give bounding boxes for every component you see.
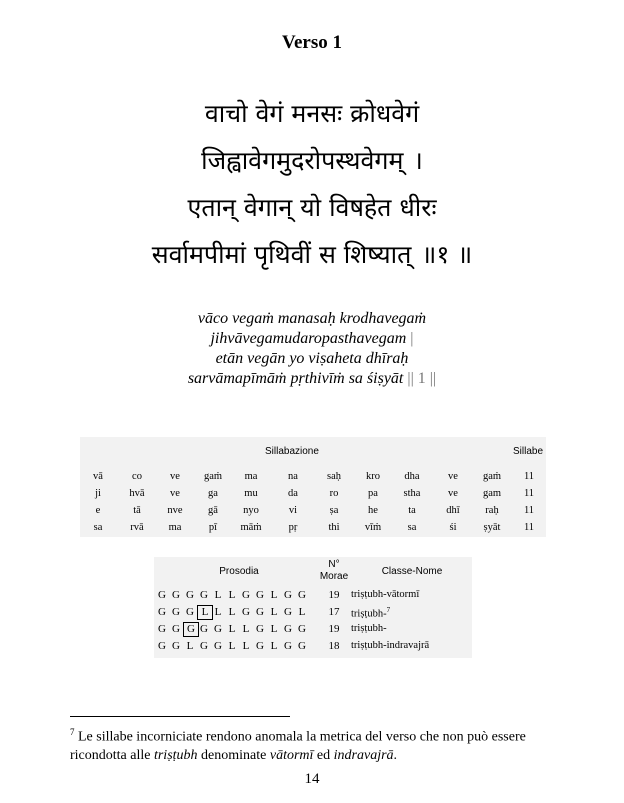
syllable-cell: hvā (129, 488, 145, 499)
devanagari-line: सर्वामपीमां पृथिवीं स शिष्यात् ॥१ ॥ (151, 240, 473, 269)
syllable-weight: L (242, 640, 250, 652)
syllable-cell: ṣyāt (483, 522, 501, 533)
syllable-weight: G (214, 623, 222, 635)
syllable-cell: ta (408, 505, 416, 516)
meter-class-name: triṣṭubh-indravajrā (351, 640, 430, 651)
devanagari-line: वाचो वेगं मनसः क्रोधवेगं (204, 99, 420, 128)
meter-class-name: triṣṭubh-$^7$ (351, 606, 391, 620)
syllable-cell: nve (167, 505, 183, 516)
syllable-cell: ji (95, 488, 101, 499)
syllable-weight: G (242, 606, 250, 618)
syllable-weight: G (158, 606, 166, 618)
syllable-weight: G (200, 623, 208, 635)
syllable-weight: G (214, 640, 222, 652)
devanagari-line: जिह्वावेगमुदरोपस्थवेगम् । (201, 146, 423, 175)
syllable-cell: sa (93, 522, 103, 533)
syllable-weight: L (270, 606, 278, 618)
meter-class-name: triṣṭubh- (351, 623, 387, 634)
syllable-cell: nyo (243, 505, 259, 516)
syllable-cell: dha (404, 471, 420, 482)
syllable-weight: G (256, 623, 264, 635)
prosody-row (154, 589, 472, 606)
morae-count: 18 (328, 640, 340, 652)
syllable-weight: G (158, 589, 166, 601)
meter-class-name: triṣṭubh-vātormī (351, 589, 420, 600)
syllable-cell: ṣa (329, 505, 339, 516)
syllable-weight: G (172, 606, 180, 618)
syllable-cell: ma (168, 522, 182, 533)
syllable-count-header: Sillabe (513, 446, 544, 457)
syllable-cell: pa (368, 488, 378, 499)
syllable-cell: e (95, 505, 101, 516)
syllable-cell: co (132, 471, 142, 482)
syllable-cell: dhī (446, 505, 460, 516)
syllable-weight: L (228, 606, 236, 618)
syllable-cell: na (288, 471, 298, 482)
syllable-cell: śi (449, 522, 457, 533)
syllable-cell: tā (133, 505, 141, 516)
footnote-rule (70, 716, 290, 717)
syllable-cell: gam (482, 488, 502, 499)
prosody-header: Prosodia (219, 566, 259, 577)
syllable-weight: G (158, 640, 166, 652)
syllable-row (80, 522, 546, 538)
syllable-weight: L (242, 623, 250, 635)
footnote-ref: 7 (386, 606, 391, 614)
footnote: $^7$ Le sillabe incorniciate rendono anomala la metrica del verso che non può essere ricondotta alle triṣṭubh denominate vātormī ed indravajrā. (70, 727, 526, 763)
syllable-count: 11 (523, 471, 535, 482)
syllable-weight: G (256, 640, 264, 652)
syllable-cell: vā (93, 471, 103, 482)
double-pipe-mark: || 1 || (407, 370, 437, 387)
morae-header: N° Morae (319, 559, 349, 582)
prosody-row (154, 640, 472, 657)
syllable-weight: G (284, 623, 292, 635)
syllable-weight: G (186, 606, 194, 618)
translit-line: vāco vegaṁ manasaḥ krodhavegaṁ (197, 310, 427, 327)
translit-line: jihvāvegamudaropasthavegam | (210, 330, 414, 347)
syllable-cell: mu (244, 488, 258, 499)
prosody-row (154, 623, 472, 640)
syllable-cell: rvā (130, 522, 144, 533)
translit-line: etān vegān yo viṣaheta dhīraḥ (215, 350, 409, 367)
syllable-weight: G (158, 623, 166, 635)
syllable-cell: ve (170, 471, 180, 482)
syllable-weight: G (200, 589, 208, 601)
syllable-count: 11 (523, 505, 535, 516)
syllable-weight: G (284, 606, 292, 618)
syllable-weight: L (298, 606, 306, 618)
syllable-count: 11 (523, 522, 535, 533)
syllable-count: 11 (523, 488, 535, 499)
verse-title: Verso 1 (282, 32, 342, 53)
syllable-cell: ga (208, 488, 218, 499)
syllable-weight: G (200, 640, 208, 652)
syllable-weight: L (228, 640, 236, 652)
syllable-table (80, 437, 546, 537)
syllable-cell: stha (403, 488, 421, 499)
syllable-weight: L (214, 589, 222, 601)
syllable-weight: G (172, 623, 180, 635)
syllable-header: Sillabazione (265, 446, 319, 457)
syllable-cell: pī (208, 522, 218, 533)
syllable-weight: L (270, 589, 278, 601)
anomalous-syllable-mark: G (183, 622, 199, 637)
syllable-cell: he (368, 505, 378, 516)
danda: । (413, 146, 423, 175)
syllable-weight: G (298, 623, 306, 635)
devanagari-line: एतान् वेगान् यो विषहेत धीरः (187, 193, 437, 222)
syllable-weight: L (270, 640, 278, 652)
syllable-weight: G (172, 589, 180, 601)
syllable-cell: sa (407, 522, 417, 533)
prosody-row (154, 606, 472, 623)
syllable-weight: G (298, 589, 306, 601)
anomalous-syllable-mark: L (197, 605, 213, 620)
pipe-mark: | (410, 330, 414, 347)
translit-line: sarvāmapīmāṁ pṛthivīṁ sa śiṣyāt || 1 || (187, 370, 437, 387)
double-danda: ॥१ ॥ (421, 240, 473, 269)
syllable-cell: māṁ (240, 522, 262, 533)
syllable-weight: G (172, 640, 180, 652)
morae-count: 17 (328, 606, 340, 618)
syllable-cell: ro (329, 488, 339, 499)
syllable-weight: L (228, 589, 236, 601)
syllable-weight: L (228, 623, 236, 635)
syllable-cell: pṛ (288, 522, 298, 533)
morae-count: 19 (328, 589, 340, 601)
syllable-cell: thi (328, 522, 340, 533)
syllable-weight: G (256, 606, 264, 618)
syllable-weight: G (186, 589, 194, 601)
syllable-cell: gā (208, 505, 218, 516)
class-name-header: Classe-Nome (381, 566, 443, 577)
syllable-cell: saḥ (327, 471, 341, 482)
syllable-cell: ma (244, 471, 258, 482)
morae-count: 19 (328, 623, 340, 635)
page-number: 14 (304, 771, 320, 787)
syllable-cell: ve (448, 488, 458, 499)
syllable-row (80, 505, 546, 521)
syllable-cell: ve (448, 471, 458, 482)
syllable-weight: L (186, 640, 194, 652)
syllable-weight: G (284, 640, 292, 652)
syllable-cell: vi (288, 505, 298, 516)
syllable-cell: da (288, 488, 298, 499)
syllable-row (80, 488, 546, 504)
syllable-cell: ve (170, 488, 180, 499)
syllable-weight: G (256, 589, 264, 601)
syllable-cell: kro (366, 471, 380, 482)
syllable-weight: G (284, 589, 292, 601)
syllable-weight: G (242, 589, 250, 601)
syllable-weight: L (214, 606, 222, 618)
syllable-cell: gaṁ (482, 471, 502, 482)
syllable-row (80, 471, 546, 487)
transliteration (0, 309, 624, 389)
syllable-weight: G (298, 640, 306, 652)
syllable-weight: L (270, 623, 278, 635)
syllable-cell: gaṁ (203, 471, 223, 482)
syllable-cell: raḥ (485, 505, 499, 516)
prosody-table (154, 557, 472, 658)
syllable-cell: vīṁ (364, 522, 382, 533)
